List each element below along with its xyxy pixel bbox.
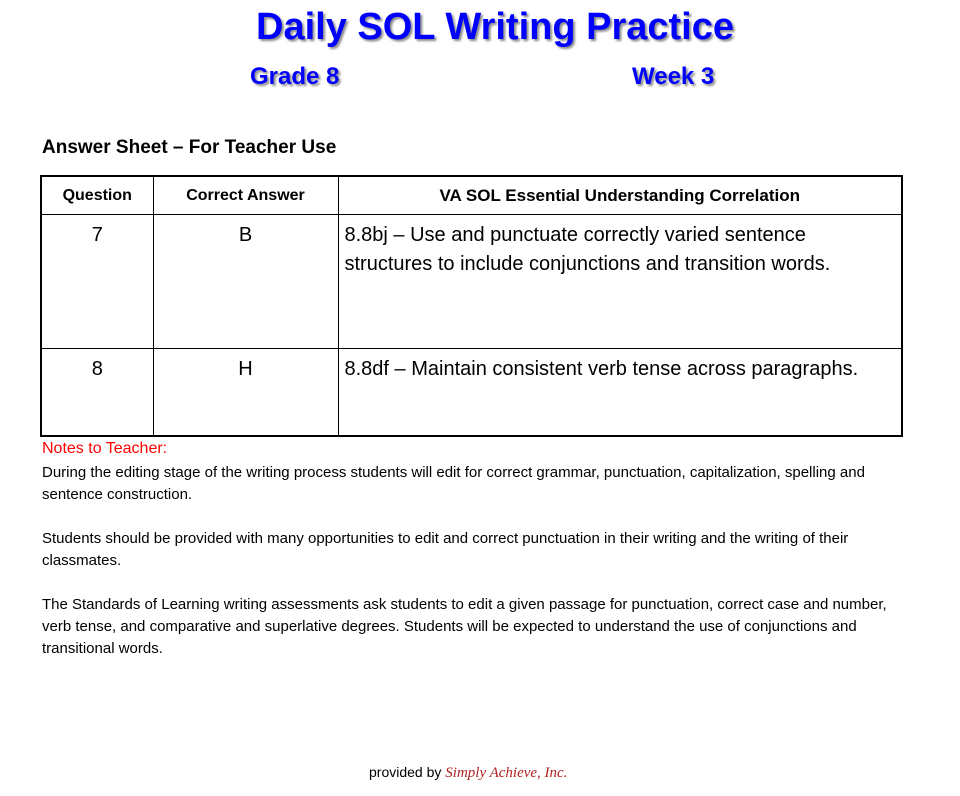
answer-cell: H: [153, 349, 338, 437]
answer-sheet-heading: Answer Sheet – For Teacher Use: [42, 137, 337, 158]
footer-prefix: provided by: [369, 764, 442, 780]
grade-label: Grade 8: [250, 63, 340, 90]
notes-title: Notes to Teacher:: [42, 440, 168, 457]
table-row: [41, 215, 902, 349]
column-header-correlation: VA SOL Essential Understanding Correlation: [338, 176, 902, 215]
question-cell: 8: [41, 349, 153, 437]
page-title: Daily SOL Writing Practice: [256, 6, 734, 48]
table-row: [41, 349, 902, 437]
notes-paragraph: During the editing stage of the writing process students will edit for correct grammar, punctuation, capitalization, spelling and sentence construction.: [42, 464, 865, 503]
week-label: Week 3: [632, 63, 715, 90]
teacher-notes: [42, 462, 912, 682]
answer-cell: B: [153, 215, 338, 349]
footer-brand: Simply Achieve, Inc.: [445, 765, 568, 781]
correlation-cell: 8.8bj – Use and punctuate correctly varied sentence structures to include conjunctions and transition words.: [338, 215, 902, 349]
footer-credit: [369, 764, 567, 782]
column-header-question: Question: [41, 176, 153, 215]
answer-table: [40, 175, 903, 437]
notes-paragraph: Students should be provided with many opportunities to edit and correct punctuation in their writing and the writing of their classmates.: [42, 530, 849, 569]
notes-paragraph: The Standards of Learning writing assessments ask students to edit a given passage for punctuation, correct case and number, verb tense, and comparative and superlative degrees. Students will be expected to understand the use of conjunctions and transitional words.: [42, 596, 887, 657]
correlation-cell: 8.8df – Maintain consistent verb tense across paragraphs.: [338, 349, 902, 437]
table-header-row: [41, 176, 902, 215]
question-cell: 7: [41, 215, 153, 349]
column-header-correct-answer: Correct Answer: [153, 176, 338, 215]
